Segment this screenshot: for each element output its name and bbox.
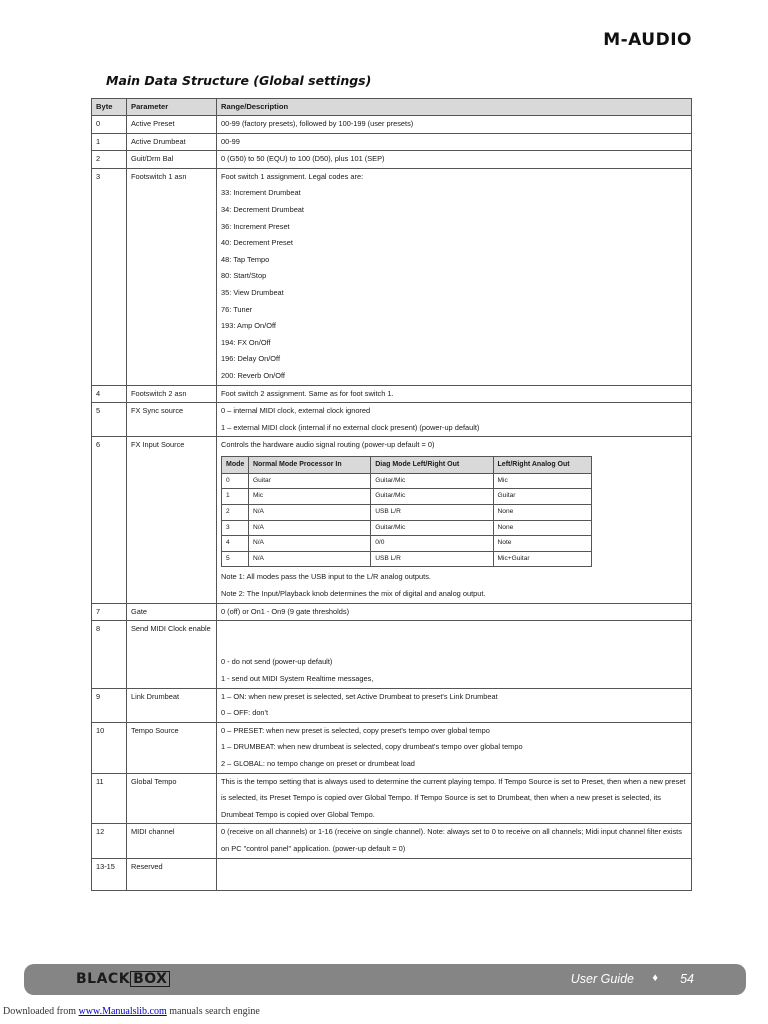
parameter-cell: Footswitch 1 asn	[127, 168, 217, 385]
subtable-cell: Guitar	[248, 473, 370, 489]
description-cell	[217, 773, 692, 824]
description-line: 1 – ON: when new preset is selected, set Active Drumbeat to preset's Link Drumbeat	[221, 691, 498, 701]
table-row	[92, 151, 692, 169]
description-line: 00-99	[221, 136, 240, 146]
subtable-cell: Note	[493, 536, 591, 552]
subtable-row	[222, 505, 592, 521]
subtable-row	[222, 551, 592, 567]
input-source-note: Note 2: The Input/Playback knob determines the mix of digital and analog output.	[221, 589, 486, 599]
table-row	[92, 168, 692, 385]
byte-cell: 8	[92, 621, 127, 688]
description-line: 40: Decrement Preset	[221, 238, 293, 248]
description-cell	[217, 133, 692, 151]
subtable-cell: Guitar/Mic	[371, 489, 493, 505]
blackbox-logo	[76, 971, 170, 987]
download-prefix: Downloaded from	[3, 1006, 79, 1017]
description-line: 1 - send out MIDI System Realtime messages,	[221, 674, 374, 683]
subtable-cell: Mic	[493, 473, 591, 489]
parameter-cell: Footswitch 2 asn	[127, 385, 217, 403]
parameter-cell: Send MIDI Clock enable	[127, 621, 217, 688]
subtable-cell: Guitar/Mic	[371, 473, 493, 489]
description-line: 194: FX On/Off	[221, 337, 271, 347]
description-cell	[217, 403, 692, 437]
description-line: 80: Start/Stop	[221, 271, 267, 281]
brand-logo: M-AUDIO	[603, 30, 692, 50]
logo-word-box: BOX	[130, 971, 170, 987]
table-row	[92, 133, 692, 151]
description-cell	[217, 858, 692, 890]
subtable-cell: N/A	[248, 536, 370, 552]
subtable-cell: 3	[222, 520, 249, 536]
subtable-cell: USB L/R	[371, 551, 493, 567]
parameter-cell: Tempo Source	[127, 722, 217, 773]
subtable-cell: 5	[222, 551, 249, 567]
download-note	[3, 1006, 260, 1017]
description-line: 0 (off) or On1 - On9 (9 gate thresholds)	[221, 606, 350, 616]
section-title: Main Data Structure (Global settings)	[106, 73, 372, 88]
subtable-cell: Mic+Guitar	[493, 551, 591, 567]
diamond-icon: ♦	[652, 972, 658, 984]
byte-cell: 1	[92, 133, 127, 151]
table-header-row	[92, 99, 692, 116]
description-line: Foot switch 1 assignment. Legal codes are:	[221, 171, 364, 181]
subtable-cell: 4	[222, 536, 249, 552]
subtable-cell: Mic	[248, 489, 370, 505]
subtable-header-cell: Mode	[222, 456, 249, 473]
subtable-cell: 2	[222, 505, 249, 521]
parameter-cell: MIDI channel	[127, 824, 217, 858]
parameter-cell: Link Drumbeat	[127, 688, 217, 722]
description-cell	[217, 116, 692, 134]
logo-word-black: BLACK	[76, 971, 131, 987]
description-line: 193: Amp On/Off	[221, 321, 276, 331]
subtable-cell: Guitar	[493, 489, 591, 505]
description-line: 35: View Drumbeat	[221, 287, 284, 297]
table-row	[92, 621, 692, 688]
description-line: 33: Increment Drumbeat	[221, 188, 301, 198]
subtable-row	[222, 473, 592, 489]
subtable-header-cell: Normal Mode Processor In	[248, 456, 370, 473]
description-cell	[217, 168, 692, 385]
subtable-cell: N/A	[248, 520, 370, 536]
subtable-cell: None	[493, 520, 591, 536]
byte-cell: 0	[92, 116, 127, 134]
parameter-cell: FX Sync source	[127, 403, 217, 437]
description-line: 48: Tap Tempo	[221, 254, 270, 264]
input-source-subtable	[221, 456, 592, 568]
description-line: 00-99 (factory presets), followed by 100-199 (user presets)	[221, 119, 414, 128]
parameter-cell: Active Preset	[127, 116, 217, 134]
subtable-cell: Guitar/Mic	[371, 520, 493, 536]
subtable-row	[222, 536, 592, 552]
parameter-cell: Reserved	[127, 858, 217, 890]
description-line: 2 – GLOBAL: no tempo change on preset or drumbeat load	[221, 758, 415, 768]
table-row	[92, 858, 692, 890]
description-cell	[217, 151, 692, 169]
subtable-cell: N/A	[248, 505, 370, 521]
header-range-description: Range/Description	[217, 99, 692, 116]
byte-cell: 4	[92, 385, 127, 403]
description-text: 0 (receive on all channels) or 1-16 (receive on single channel). Note: always set to 0 to receive on all channels; Midi input channel filter exists on PC "control panel" application. (power-up default = 0)	[221, 827, 682, 853]
subtable-cell: None	[493, 505, 591, 521]
table-row	[92, 688, 692, 722]
header-byte: Byte	[92, 99, 127, 116]
byte-cell: 13-15	[92, 858, 127, 890]
description-line: 0 - do not send (power-up default)	[221, 657, 333, 667]
manualslib-link[interactable]: www.Manualslib.com	[78, 1006, 167, 1017]
byte-cell: 7	[92, 603, 127, 621]
table-row	[92, 437, 692, 603]
table-row	[92, 824, 692, 858]
byte-cell: 9	[92, 688, 127, 722]
description-line: 0 – OFF: don't	[221, 708, 269, 718]
table-row	[92, 385, 692, 403]
subtable-cell: USB L/R	[371, 505, 493, 521]
subtable-cell: N/A	[248, 551, 370, 567]
subtable-cell: 0	[222, 473, 249, 489]
byte-cell: 10	[92, 722, 127, 773]
input-source-note: Note 1: All modes pass the USB input to the L/R analog outputs.	[221, 572, 431, 582]
description-line: 196: Delay On/Off	[221, 354, 281, 364]
description-line	[221, 621, 687, 638]
byte-cell: 12	[92, 824, 127, 858]
description-cell	[217, 824, 692, 858]
table-row	[92, 603, 692, 621]
byte-cell: 5	[92, 403, 127, 437]
parameter-cell: FX Input Source	[127, 437, 217, 603]
table-row	[92, 722, 692, 773]
page-number: 54	[680, 972, 694, 986]
global-settings-table	[91, 98, 692, 891]
parameter-cell: Gate	[127, 603, 217, 621]
description-cell	[217, 722, 692, 773]
description-cell	[217, 603, 692, 621]
description-cell	[217, 688, 692, 722]
byte-cell: 3	[92, 168, 127, 385]
subtable-row	[222, 520, 592, 536]
subtable-header-cell: Left/Right Analog Out	[493, 456, 591, 473]
description-line: 36: Increment Preset	[221, 221, 290, 231]
header-parameter: Parameter	[127, 99, 217, 116]
description-line: 76: Tuner	[221, 304, 253, 314]
table-row	[92, 773, 692, 824]
byte-cell: 11	[92, 773, 127, 824]
footer-user-guide: User Guide	[570, 972, 634, 986]
subtable-header-row	[222, 456, 592, 473]
table-row	[92, 116, 692, 134]
description-cell	[217, 437, 692, 603]
parameter-cell: Global Tempo	[127, 773, 217, 824]
table-row	[92, 403, 692, 437]
description-text: This is the tempo setting that is always used to determine the current playing tempo. If Tempo Source is set to Preset, then when a new preset is selected, its Preset Tempo is copied over Global Tempo. If Tempo Source is set to Drumbeat, then when a new preset is selected, its Drumbeat Tempo is copied over Global Tempo.	[221, 776, 686, 819]
subtable-cell: 1	[222, 489, 249, 505]
description-line	[221, 638, 687, 655]
description-line: 34: Decrement Drumbeat	[221, 204, 304, 214]
description-line: Foot switch 2 assignment. Same as for foot switch 1.	[221, 388, 394, 398]
byte-cell: 6	[92, 437, 127, 603]
description-line: 200: Reverb On/Off	[221, 370, 285, 380]
description-line: Controls the hardware audio signal routing (power-up default = 0)	[221, 440, 435, 450]
download-suffix: manuals search engine	[166, 1006, 260, 1017]
subtable-row	[222, 489, 592, 505]
description-cell	[217, 621, 692, 688]
parameter-cell: Guit/Drm Bal	[127, 151, 217, 169]
description-line: 0 – internal MIDI clock, external clock ignored	[221, 406, 371, 416]
byte-cell: 2	[92, 151, 127, 169]
description-cell	[217, 385, 692, 403]
footer-bar	[24, 964, 746, 995]
description-line: 1 – external MIDI clock (internal if no external clock present) (power-up default)	[221, 422, 480, 432]
description-line: 0 (G50) to 50 (EQU) to 100 (D50), plus 101 (SEP)	[221, 154, 385, 164]
description-line: 0 – PRESET: when new preset is selected, copy preset's tempo over global tempo	[221, 725, 490, 735]
parameter-cell: Active Drumbeat	[127, 133, 217, 151]
description-line: 1 – DRUMBEAT: when new drumbeat is selected, copy drumbeat's tempo over global tempo	[221, 742, 523, 752]
subtable-cell: 0/0	[371, 536, 493, 552]
subtable-header-cell: Diag Mode Left/Right Out	[371, 456, 493, 473]
